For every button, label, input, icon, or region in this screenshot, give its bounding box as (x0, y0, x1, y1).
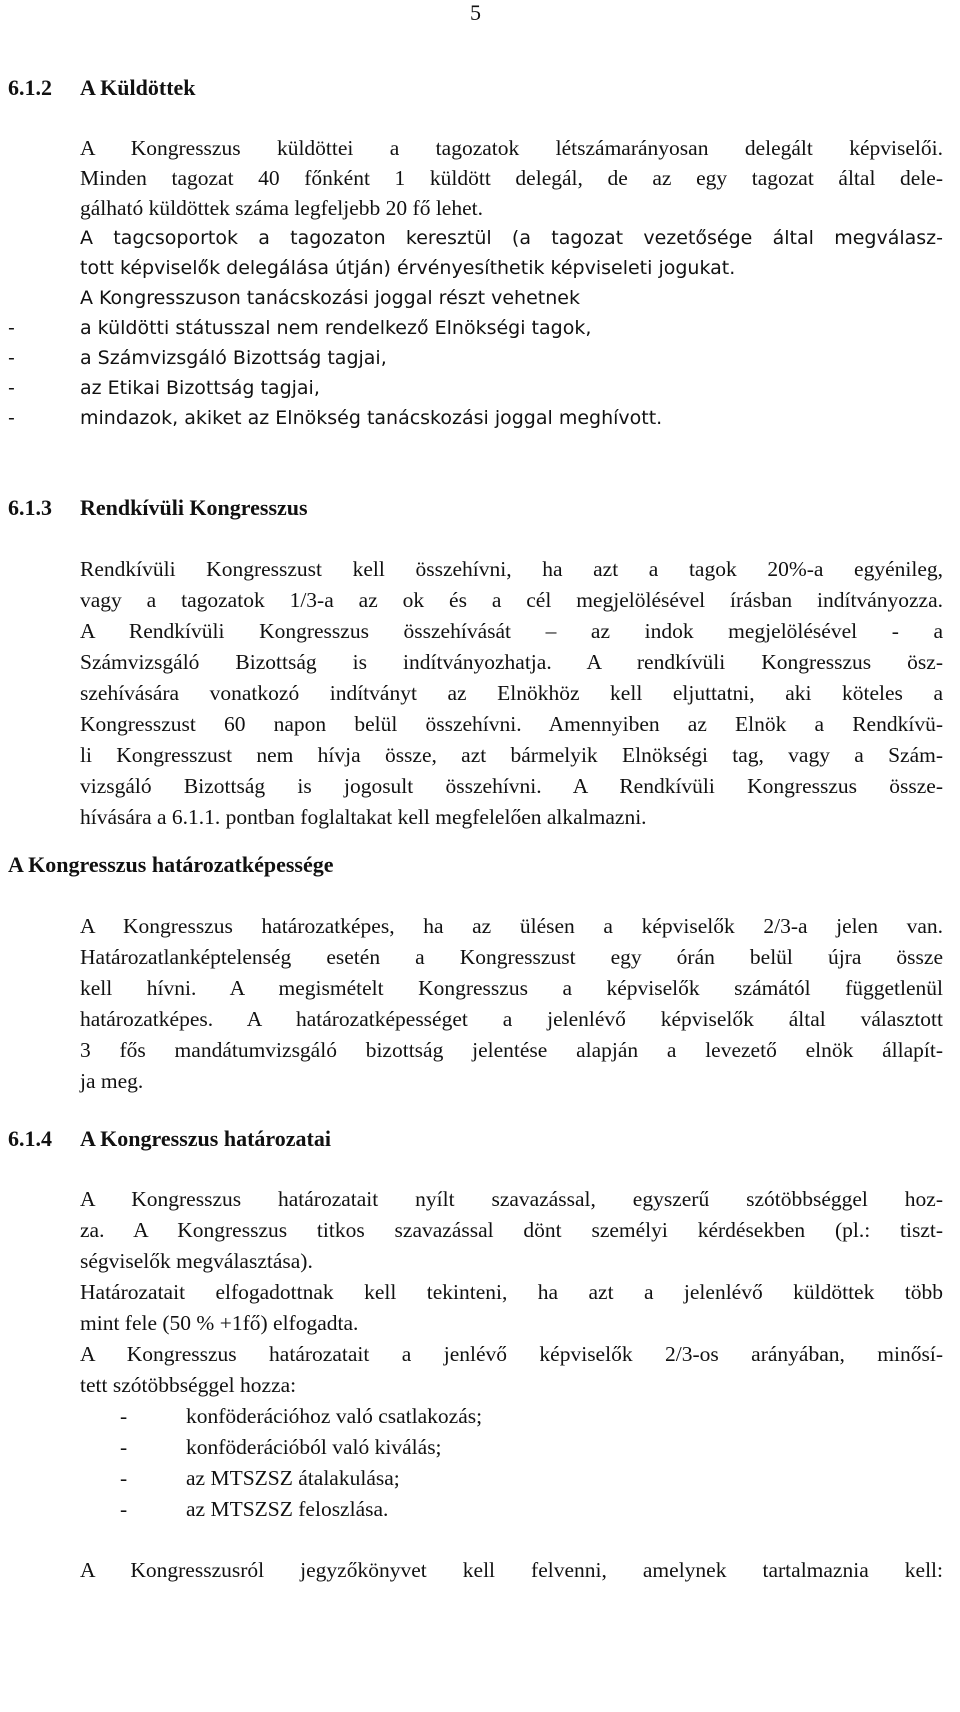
paragraph-line: tett szótöbbséggel hozza: (80, 1373, 297, 1397)
section-title: Rendkívüli Kongresszus (80, 495, 308, 520)
section-heading-6-1-3 (8, 494, 308, 522)
list-item-text: az Etikai Bizottság tagjai, (80, 377, 320, 399)
paragraph-line: kell hívni. A megismételt Kongresszus a képviselők számától függetlenül (80, 976, 943, 1000)
paragraph-line: ségviselők megválasztása). (80, 1249, 313, 1273)
paragraph-line: Rendkívüli Kongresszust kell összehívni, ha azt a tagok 20%-a egyénileg, (80, 557, 943, 581)
list-item (8, 374, 320, 402)
list-dash: - (8, 347, 15, 369)
section-number: 6.1.4 (8, 1126, 52, 1151)
list-item (8, 404, 663, 432)
list-dash: - (8, 407, 15, 429)
paragraph-line: Minden tagozat 40 főnként 1 küldött delegál, de az egy tagozat által dele- (80, 166, 943, 190)
list-item (8, 314, 592, 342)
list-dash: - (120, 1435, 128, 1459)
list-item (120, 1464, 400, 1492)
paragraph-line: A Kongresszus határozatképes, ha az ülésen a képviselők 2/3-a jelen van. (80, 914, 943, 938)
list-item-text: konföderációból való kiválás; (186, 1435, 442, 1459)
list-dash: - (120, 1404, 128, 1428)
paragraph-line: tott képviselők delegálása útján) érvényesíthetik képviseleti jogukat. (80, 257, 736, 279)
paragraph-line: li Kongresszust nem hívja össze, azt bármelyik Elnökségi tag, vagy a Szám- (80, 743, 943, 767)
section-title: A Küldöttek (80, 75, 196, 100)
paragraph-line: A Rendkívüli Kongresszus összehívását – az indok megjelölésével - a (80, 619, 943, 643)
paragraph-line: Határozatlanképtelenség esetén a Kongresszust egy órán belül újra össze (80, 945, 943, 969)
paragraph-line: za. A Kongresszus titkos szavazással dönt személyi kérdésekben (pl.: tiszt- (80, 1218, 943, 1242)
paragraph-line: hívására a 6.1.1. pontban foglaltakat kell megfelelően alkalmazni. (80, 805, 647, 829)
section-number: 6.1.2 (8, 75, 52, 100)
section-heading-6-1-4 (8, 1125, 331, 1153)
paragraph-line: gálható küldöttek száma legfeljebb 20 fő lehet. (80, 196, 483, 220)
paragraph-line: vagy a tagozatok 1/3-a az ok és a cél megjelölésével írásban indítványozza. (80, 588, 943, 612)
paragraph-line: A tagcsoportok a tagozaton keresztül (a tagozat vezetősége által megválasz- (80, 227, 943, 249)
paragraph-line: szehívására vonatkozó indítványt az Elnökhöz kell eljuttatni, aki köteles a (80, 681, 943, 705)
paragraph-line: mint fele (50 % +1fő) elfogadta. (80, 1311, 359, 1335)
list-item (8, 344, 387, 372)
paragraph-line: A Kongresszus határozatait nyílt szavazással, egyszerű szótöbbséggel hoz- (80, 1187, 943, 1211)
section-heading-6-1-2 (8, 74, 196, 102)
paragraph-line: A Kongresszus határozatait a jenlévő képviselők 2/3-os arányában, minősí- (80, 1342, 943, 1366)
paragraph-line: ja meg. (80, 1069, 144, 1093)
paragraph-line: vizsgáló Bizottság is jogosult összehívni. A Rendkívüli Kongresszus össze- (80, 774, 943, 798)
list-item (120, 1495, 389, 1523)
section-number: 6.1.3 (8, 495, 52, 520)
list-item (120, 1402, 483, 1430)
section-title: A Kongresszus határozatai (80, 1126, 331, 1151)
list-dash: - (8, 377, 15, 399)
list-dash: - (120, 1466, 128, 1490)
list-dash: - (120, 1497, 128, 1521)
paragraph-line: A Kongresszusról jegyzőkönyvet kell felvenni, amelynek tartalmaznia kell: (80, 1558, 943, 1582)
list-item (120, 1433, 442, 1461)
paragraph-line: határozatképes. A határozatképességet a jelenlévő képviselők által választott (80, 1007, 943, 1031)
list-item-text: az MTSZSZ átalakulása; (186, 1466, 400, 1490)
list-item-text: a Számvizsgáló Bizottság tagjai, (80, 347, 387, 369)
list-item-text: mindazok, akiket az Elnökség tanácskozási joggal meghívott. (80, 407, 663, 429)
page-number: 5 (470, 0, 481, 25)
paragraph-line: A Kongresszuson tanácskozási joggal részt vehetnek (80, 287, 580, 309)
paragraph-line: A Kongresszus küldöttei a tagozatok létszámarányosan delegált képviselői. (80, 136, 943, 160)
paragraph-line: Határozatait elfogadottnak kell tekinteni, ha azt a jelenlévő küldöttek több (80, 1280, 943, 1304)
paragraph-line: Számvizsgáló Bizottság is indítványozhatja. A rendkívüli Kongresszus ösz- (80, 650, 943, 674)
paragraph-line: Kongresszust 60 napon belül összehívni. Amennyiben az Elnök a Rendkívü- (80, 712, 943, 736)
list-item-text: a küldötti státusszal nem rendelkező Elnökségi tagok, (80, 317, 592, 339)
list-item-text: az MTSZSZ feloszlása. (186, 1497, 389, 1521)
paragraph-line: 3 fős mandátumvizsgáló bizottság jelentése alapján a levezető elnök állapít- (80, 1038, 943, 1062)
list-item-text: konföderációhoz való csatlakozás; (186, 1404, 483, 1428)
list-dash: - (8, 317, 15, 339)
section-heading-quorum: A Kongresszus határozatképessége (8, 852, 334, 877)
